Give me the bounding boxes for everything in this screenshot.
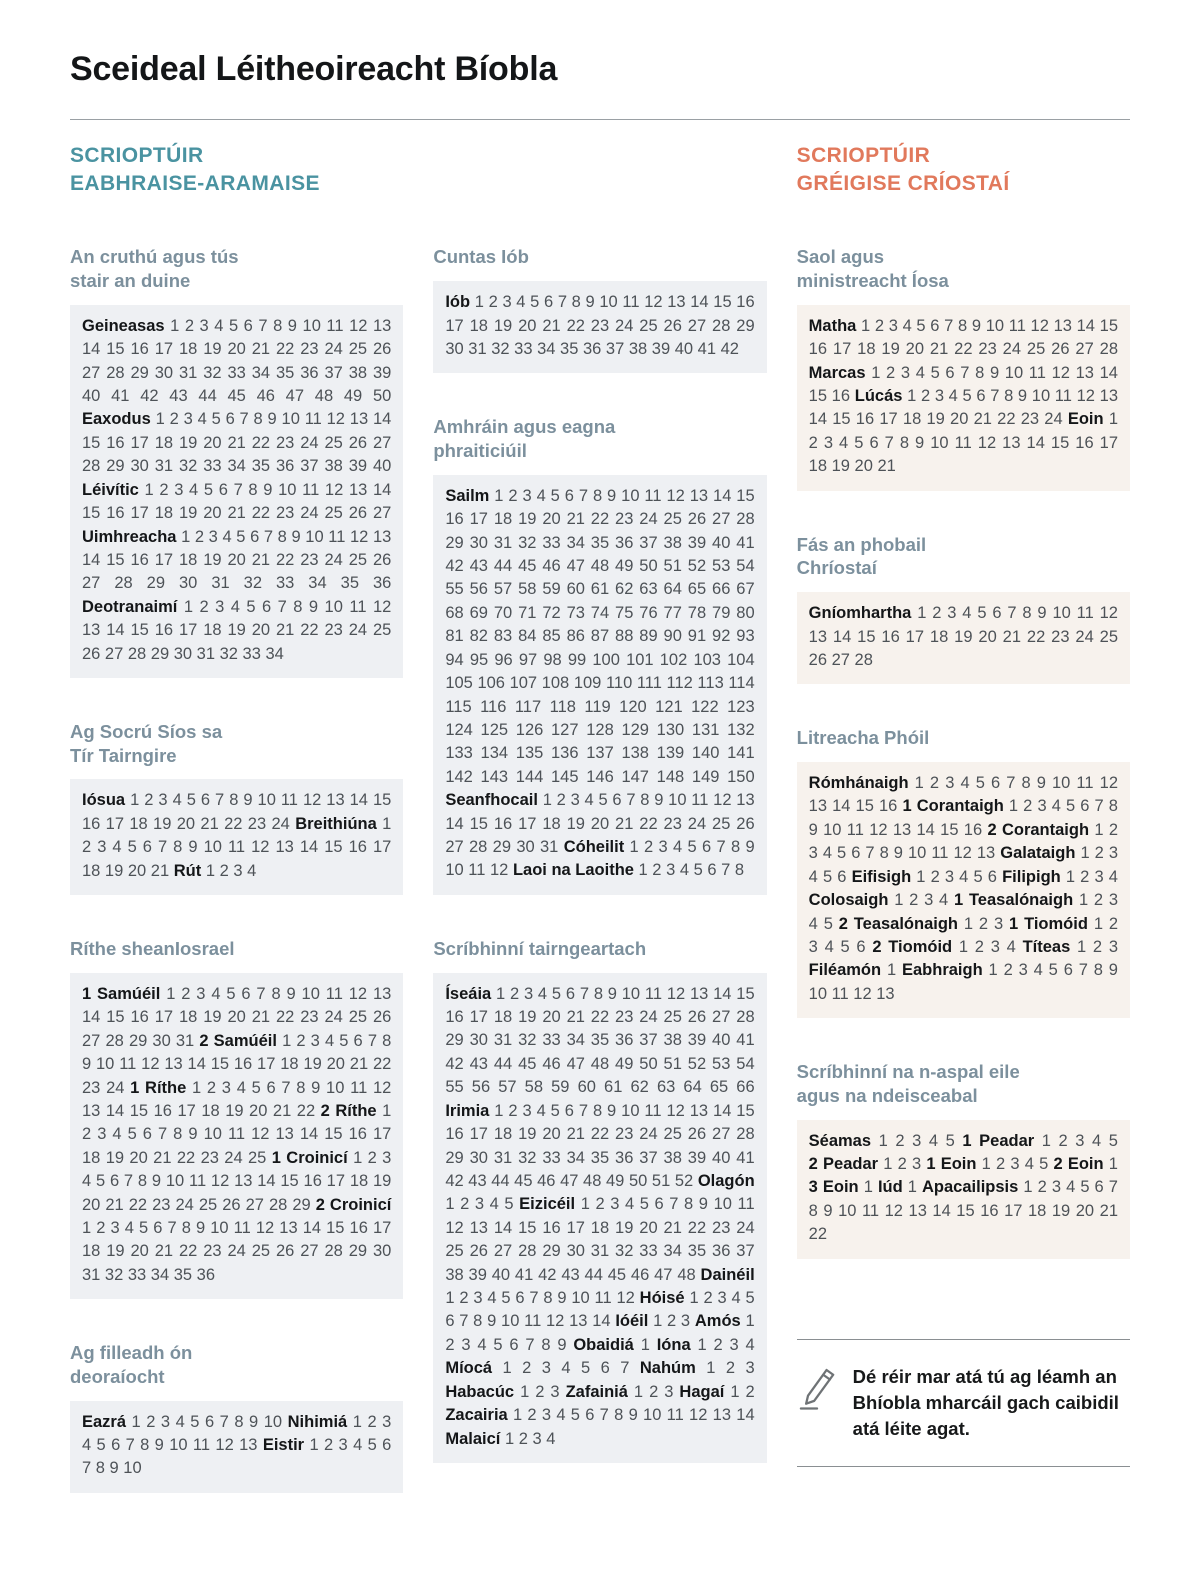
chapter-numbers: 1 2 3 4 5 6 7 8 9 10 11 12 13 14 15 16 17 18 19 20 21 22 23 24 25 26 27 28 — [808, 316, 1118, 359]
chapter-numbers: 1 2 3 — [1077, 937, 1119, 956]
chapter-numbers: 1 2 3 4 — [697, 1335, 755, 1354]
chapter-numbers: 1 2 3 4 5 6 7 8 9 10 11 12 13 14 15 16 — [808, 363, 1118, 406]
book-name: Hóisé — [639, 1289, 685, 1308]
section-heading: Fás an phobail Chríostaí — [796, 533, 927, 579]
chapter-numbers: 1 2 3 4 5 6 7 8 9 10 11 12 13 — [82, 1412, 392, 1455]
book-name: Eazrá — [82, 1412, 127, 1431]
book-name: Eaxodus — [82, 410, 151, 429]
book-name: Títeas — [1022, 937, 1071, 956]
column-1 — [70, 245, 403, 1534]
book-name: 2 Croinicí — [315, 1195, 392, 1214]
chapter-numbers: 1 2 3 4 5 6 7 8 9 10 11 12 13 14 15 16 17 18 19 20 21 22 23 24 25 26 27 28 29 — [82, 1148, 392, 1214]
book-name: Sailm — [445, 486, 490, 505]
book-name: Cóheilit — [563, 838, 625, 857]
chapter-numbers: 1 2 3 4 5 6 7 8 9 10 11 12 13 14 15 16 17 18 19 20 21 22 23 24 25 26 27 28 29 30 31 32 33 34 — [82, 597, 392, 663]
chapter-block — [433, 475, 766, 895]
section-heading: Saol agus ministreacht Íosa — [796, 246, 949, 292]
chapter-numbers: 1 — [1108, 1155, 1118, 1173]
section-heading: Scríbhinní tairngeartach — [433, 937, 647, 959]
chapter-block — [797, 592, 1130, 684]
chapter-block — [797, 305, 1130, 491]
chapter-numbers: 1 2 3 — [706, 1359, 755, 1378]
section-heading: Scríbhinní na n-aspal eile agus na ndeisceabal — [796, 1061, 1020, 1106]
chapter-numbers: 1 2 3 4 5 6 7 8 9 10 11 12 13 — [808, 820, 1119, 863]
chapter-block — [433, 973, 766, 1463]
chapter-block — [70, 1401, 403, 1493]
book-name: Nihimiá — [287, 1412, 348, 1431]
section-creation-early-history — [70, 245, 403, 678]
chapter-block — [70, 779, 403, 895]
book-name: Iúd — [877, 1178, 903, 1197]
book-name: Malaicí — [445, 1429, 501, 1448]
book-name: Marcas — [808, 363, 866, 382]
book-name: Amós — [694, 1312, 741, 1331]
chapter-numbers: 1 2 3 4 5 6 7 8 9 10 11 12 13 14 15 16 17 18 19 20 21 22 23 24 — [82, 1031, 392, 1097]
book-name: Séamas — [808, 1131, 872, 1150]
chapter-block — [797, 1120, 1130, 1259]
book-name: 2 Teasalónaigh — [838, 914, 959, 933]
chapter-numbers: 1 2 3 — [520, 1382, 560, 1401]
chapter-numbers: 1 2 3 4 5 6 7 8 9 10 11 12 — [445, 838, 755, 880]
column-2 — [433, 245, 766, 1534]
chapter-numbers: 1 — [907, 1178, 917, 1197]
note-text: Dé réir mar atá tú ag léamh an Bhíobla mharcáil gach caibidil atá léite agat. — [852, 1365, 1119, 1440]
chapter-numbers: 1 2 3 4 — [504, 1429, 556, 1448]
chapter-numbers: 1 2 3 4 5 6 7 8 9 10 11 12 13 14 15 16 17 18 19 20 21 22 23 24 25 26 27 28 29 30 31 — [82, 984, 392, 1050]
chapter-numbers: 1 2 3 4 5 6 7 8 9 10 11 12 13 14 15 16 17 18 19 20 21 22 23 24 25 26 27 28 29 30 31 32 33 34 35 36 — [82, 527, 392, 593]
chapter-numbers: 1 2 3 4 5 6 7 8 9 10 11 12 13 14 15 16 17 18 19 20 21 22 23 24 25 26 27 28 — [808, 604, 1118, 669]
book-name: Léivític — [82, 480, 139, 499]
book-name: Eizicéil — [519, 1195, 576, 1214]
chapter-numbers: 1 2 3 4 5 6 7 8 9 10 11 12 13 14 15 16 17 18 19 20 21 22 23 24 25 26 27 28 29 30 31 32 33 34 35 36 37 38 39 40 41 42 43 44 45 46 47 48 49 50 51 52 53 54 55 56 57 58 59 60 61 62 63 64 65 66 67 68 69 70 71 72 73 74 75 76 77 78 79 80 81 82 83 84 85 86 87 88 89 90 91 92 93 94 95 96 97 98 99 100 101 102 103 104 105 106 107 108 109 110 111 112 113 114 115 116 117 118 119 120 121 122 123 124 125 126 127 128 129 130 131 132 133 134 135 136 137 138 139 140 141 142 143 144 145 146 147 148 149 150 — [445, 486, 755, 786]
title-divider — [70, 119, 1130, 120]
section-growth-christian-congregation — [797, 533, 1130, 685]
book-name: Apacailipsis — [922, 1178, 1019, 1197]
chapter-numbers: 1 2 3 4 5 6 7 8 9 10 11 12 — [445, 1289, 635, 1308]
book-name: 1 Eoin — [926, 1155, 977, 1173]
chapter-numbers: 1 2 3 4 5 6 7 8 9 10 11 12 13 14 15 16 17 18 19 20 21 22 23 24 25 — [82, 1101, 392, 1167]
section-heading: An cruthú agus tús stair an duine — [70, 246, 239, 292]
section-jesus-life-ministry — [797, 245, 1130, 490]
book-name: 2 Ríthe — [320, 1101, 377, 1120]
book-name: Galataigh — [1000, 844, 1076, 863]
section-return-from-exile — [70, 1341, 403, 1493]
book-name: 2 Tiomóid — [872, 937, 953, 956]
book-name: Dainéil — [700, 1265, 755, 1284]
section-heading: Litreacha Phóil — [796, 727, 930, 749]
part-headings-row — [70, 142, 1130, 197]
section-songs-practical-wisdom — [433, 415, 766, 895]
part-heading-line: EABHRAISE-ARAMAISE — [70, 171, 320, 195]
section-heading: Amhráin agus eagna phraiticiúil — [433, 416, 616, 462]
chapter-numbers: 1 2 3 4 5 6 7 8 9 10 11 12 13 14 15 16 17 18 19 20 21 22 23 24 — [808, 387, 1118, 429]
part-heading-line: SCRIOPTÚIR — [796, 144, 931, 167]
chapter-numbers: 1 2 3 4 5 6 7 8 9 10 11 12 13 14 15 16 17 18 19 20 21 22 23 24 25 26 27 28 29 30 31 32 33 34 35 36 37 38 39 40 41 42 43 44 45 46 47 48 49 50 — [82, 316, 392, 406]
chapter-numbers: 1 2 3 4 — [205, 861, 257, 880]
book-name: 2 Samúéil — [199, 1031, 277, 1050]
section-heading: Ag Socrú Síos sa Tír Tairngire — [70, 721, 223, 766]
part-heading-line: SCRIOPTÚIR — [70, 144, 204, 167]
book-name: Deotranaimí — [82, 597, 178, 616]
chapter-numbers: 1 2 3 4 5 6 7 8 9 10 11 12 13 14 15 16 — [808, 774, 1118, 816]
book-name: Eabhraigh — [902, 961, 983, 980]
chapter-numbers: 1 2 3 4 — [894, 891, 949, 910]
chapter-block — [70, 973, 403, 1299]
section-heading: Cuntas Iób — [433, 246, 529, 268]
book-name: Olagón — [697, 1171, 755, 1190]
part-heading-christian-greek-scriptures — [797, 142, 1130, 197]
book-name: Matha — [808, 316, 857, 335]
chapter-numbers: 1 2 3 — [633, 1382, 674, 1401]
schedule-columns — [70, 245, 1130, 1534]
book-name: Eistir — [262, 1436, 305, 1455]
chapter-numbers: 1 2 3 4 5 6 7 8 9 10 11 12 13 14 15 16 17 18 19 20 21 — [82, 814, 392, 880]
book-name: Uimhreacha — [82, 527, 177, 546]
chapter-numbers: 1 2 3 4 5 6 7 8 — [638, 861, 745, 880]
section-heading: Ríthe sheanIosrael — [70, 938, 235, 960]
book-name: Breithiúna — [295, 814, 377, 833]
section-account-of-job — [433, 245, 766, 373]
chapter-numbers: 1 2 3 4 5 6 7 8 9 10 11 12 13 14 15 16 17 18 19 20 21 22 23 24 25 26 27 28 29 30 31 32 33 34 35 36 37 38 39 40 41 42 — [445, 293, 755, 358]
chapter-numbers: 1 2 3 4 5 6 7 8 9 10 11 12 13 14 15 16 — [808, 797, 1118, 839]
book-name: Iósua — [82, 791, 126, 810]
chapter-numbers: 1 2 3 4 5 6 — [808, 914, 1119, 956]
chapter-numbers: 1 2 3 4 5 6 7 8 9 10 11 12 13 14 15 16 17 18 19 20 21 22 23 24 25 26 27 28 29 30 31 32 33 34 35 36 — [82, 1219, 392, 1284]
chapter-numbers: 1 2 3 4 5 — [1041, 1131, 1118, 1150]
section-letters-of-paul — [797, 726, 1130, 1018]
chapter-block — [797, 762, 1130, 1018]
chapter-numbers: 1 2 3 4 5 — [878, 1131, 955, 1150]
book-name: Filipigh — [1002, 867, 1061, 886]
chapter-numbers: 1 2 3 4 5 6 7 8 9 — [445, 1312, 755, 1354]
chapter-numbers: 1 2 3 4 5 6 7 8 9 10 11 12 13 14 15 16 17 18 19 20 21 22 — [808, 1178, 1118, 1244]
book-name: 1 Croinicí — [271, 1148, 348, 1167]
chapter-numbers: 1 2 3 4 5 6 7 8 9 10 11 12 13 14 15 16 17 18 19 20 21 22 23 24 25 26 27 28 29 30 31 32 33 34 35 36 37 38 39 40 41 42 43 44 45 46 47 48 49 50 51 52 — [445, 1101, 755, 1190]
part-heading-hebrew-aramaic-scriptures — [70, 142, 403, 197]
book-name: 1 Corantaigh — [902, 797, 1004, 816]
chapter-numbers: 1 2 3 4 5 — [981, 1155, 1049, 1173]
chapter-numbers: 1 2 3 4 5 6 7 8 9 10 11 12 13 14 15 16 17 18 19 20 21 22 — [82, 1078, 392, 1120]
book-name: Nahúm — [639, 1359, 696, 1378]
book-name: 1 Teasalónaigh — [954, 891, 1074, 910]
book-name: Lúcás — [854, 387, 903, 406]
book-name: Gníomhartha — [808, 604, 912, 623]
book-name: Zacairia — [445, 1406, 508, 1425]
chapter-numbers: 1 2 3 4 5 6 7 8 9 10 11 12 13 14 15 16 17 18 19 20 21 — [808, 410, 1118, 476]
chapter-numbers: 1 — [886, 961, 897, 980]
section-prophetic-writings — [433, 937, 766, 1463]
book-name: Habacúc — [445, 1382, 515, 1401]
part-heading-line: GRÉIGISE CRÍOSTAÍ — [796, 171, 1010, 195]
section-heading: Ag filleadh ón deoraíocht — [70, 1342, 193, 1387]
chapter-numbers: 1 2 3 — [653, 1312, 691, 1331]
book-name: Eifisigh — [851, 867, 912, 886]
section-writings-other-apostles-disciples — [797, 1060, 1130, 1258]
book-name: Geineasas — [82, 316, 165, 335]
chapter-block — [70, 305, 403, 678]
chapter-numbers: 1 2 3 4 5 6 7 — [502, 1359, 630, 1378]
section-settling-promised-land — [70, 720, 403, 895]
column-3 — [797, 245, 1130, 1534]
chapter-numbers: 1 2 3 4 — [1065, 867, 1118, 886]
book-name: Rómhánaigh — [808, 774, 909, 793]
chapter-numbers: 1 2 3 4 5 6 7 8 9 10 11 12 13 14 15 16 17 18 19 20 21 22 23 24 25 26 27 28 29 30 31 32 33 34 35 36 37 38 39 40 41 42 43 44 45 46 47 48 — [445, 1195, 755, 1284]
book-name: Míocá — [445, 1359, 493, 1378]
pencil-icon — [799, 1366, 837, 1412]
book-name: 1 Peadar — [962, 1131, 1035, 1150]
chapter-numbers: 1 2 3 4 5 6 7 8 9 10 11 12 13 14 — [512, 1406, 755, 1425]
chapter-numbers: 1 — [640, 1335, 650, 1354]
chapter-numbers: 1 — [863, 1178, 873, 1197]
chapter-numbers: 1 2 3 4 5 6 — [808, 844, 1118, 886]
chapter-numbers: 1 2 3 4 5 6 — [916, 867, 997, 886]
chapter-numbers: 1 2 — [730, 1382, 755, 1401]
chapter-numbers: 1 2 3 4 5 6 7 8 9 10 11 12 13 14 15 16 17 18 19 20 21 22 23 24 25 26 27 28 29 30 31 32 33 34 35 36 37 38 39 40 41 42 43 44 45 46 47 48 49 50 51 52 53 54 55 56 57 58 59 60 61 62 63 64 65 66 — [445, 984, 755, 1097]
book-name: Ióéil — [615, 1312, 649, 1331]
chapter-block — [433, 281, 766, 373]
chapter-numbers: 1 2 3 4 5 — [445, 1195, 514, 1214]
book-name: Seanfhocail — [445, 791, 538, 810]
chapter-numbers: 1 2 3 4 5 6 7 8 9 10 11 12 13 — [808, 961, 1118, 1003]
chapter-numbers: 1 2 3 4 — [958, 937, 1016, 956]
chapter-numbers: 1 2 3 — [883, 1155, 922, 1173]
book-name: 1 Tiomóid — [1009, 914, 1088, 933]
book-name: Obaidiá — [573, 1335, 634, 1354]
book-name: 2 Corantaigh — [987, 820, 1090, 839]
book-name: 3 Eoin — [808, 1178, 859, 1197]
chapter-numbers: 1 2 3 4 5 6 7 8 9 10 11 12 13 14 15 16 17 18 19 20 21 22 23 24 25 26 27 28 29 30 31 — [445, 791, 755, 857]
chapter-numbers: 1 2 3 4 5 6 7 8 9 10 11 12 13 14 15 16 17 18 19 20 21 22 23 24 25 26 27 — [82, 480, 392, 523]
chapter-numbers: 1 2 3 4 5 — [808, 891, 1119, 933]
chapter-numbers: 1 2 3 4 5 6 7 8 9 10 11 12 13 14 15 16 17 18 19 20 21 22 23 24 — [82, 791, 392, 833]
book-name: 1 Samúéil — [82, 984, 161, 1003]
book-name: Íseáia — [445, 984, 492, 1003]
book-name: Filéamón — [808, 961, 882, 980]
book-name: Colosaigh — [808, 891, 889, 910]
chapter-numbers: 1 2 3 4 5 6 7 8 9 10 — [82, 1436, 392, 1478]
book-name: Laoi na Laoithe — [512, 861, 634, 880]
reading-note — [797, 1339, 1130, 1468]
book-name: Zafainiá — [565, 1382, 628, 1401]
book-name: 2 Eoin — [1053, 1155, 1104, 1173]
chapter-numbers: 1 2 3 4 5 6 7 8 9 10 11 12 13 14 15 16 17 18 19 20 21 22 23 24 25 26 27 28 29 30 31 32 33 34 35 36 37 38 39 40 — [82, 410, 392, 476]
book-name: Rút — [173, 861, 202, 880]
section-kings-of-ancient-israel — [70, 937, 403, 1299]
book-name: Ióna — [656, 1335, 691, 1354]
chapter-numbers: 1 2 3 — [963, 914, 1004, 933]
book-name: 1 Ríthe — [130, 1078, 187, 1097]
book-name: Eoin — [1067, 410, 1104, 429]
page-title: Sceideal Léitheoireacht Bíobla — [70, 50, 558, 88]
chapter-numbers: 1 2 3 4 5 6 7 8 9 10 11 12 13 14 — [445, 1289, 755, 1331]
book-name: Hagaí — [679, 1382, 725, 1401]
book-name: Iób — [445, 293, 471, 312]
chapter-numbers: 1 2 3 4 5 6 7 8 9 10 — [131, 1412, 283, 1431]
book-name: Irimia — [445, 1101, 490, 1120]
book-name: 2 Peadar — [808, 1155, 879, 1173]
